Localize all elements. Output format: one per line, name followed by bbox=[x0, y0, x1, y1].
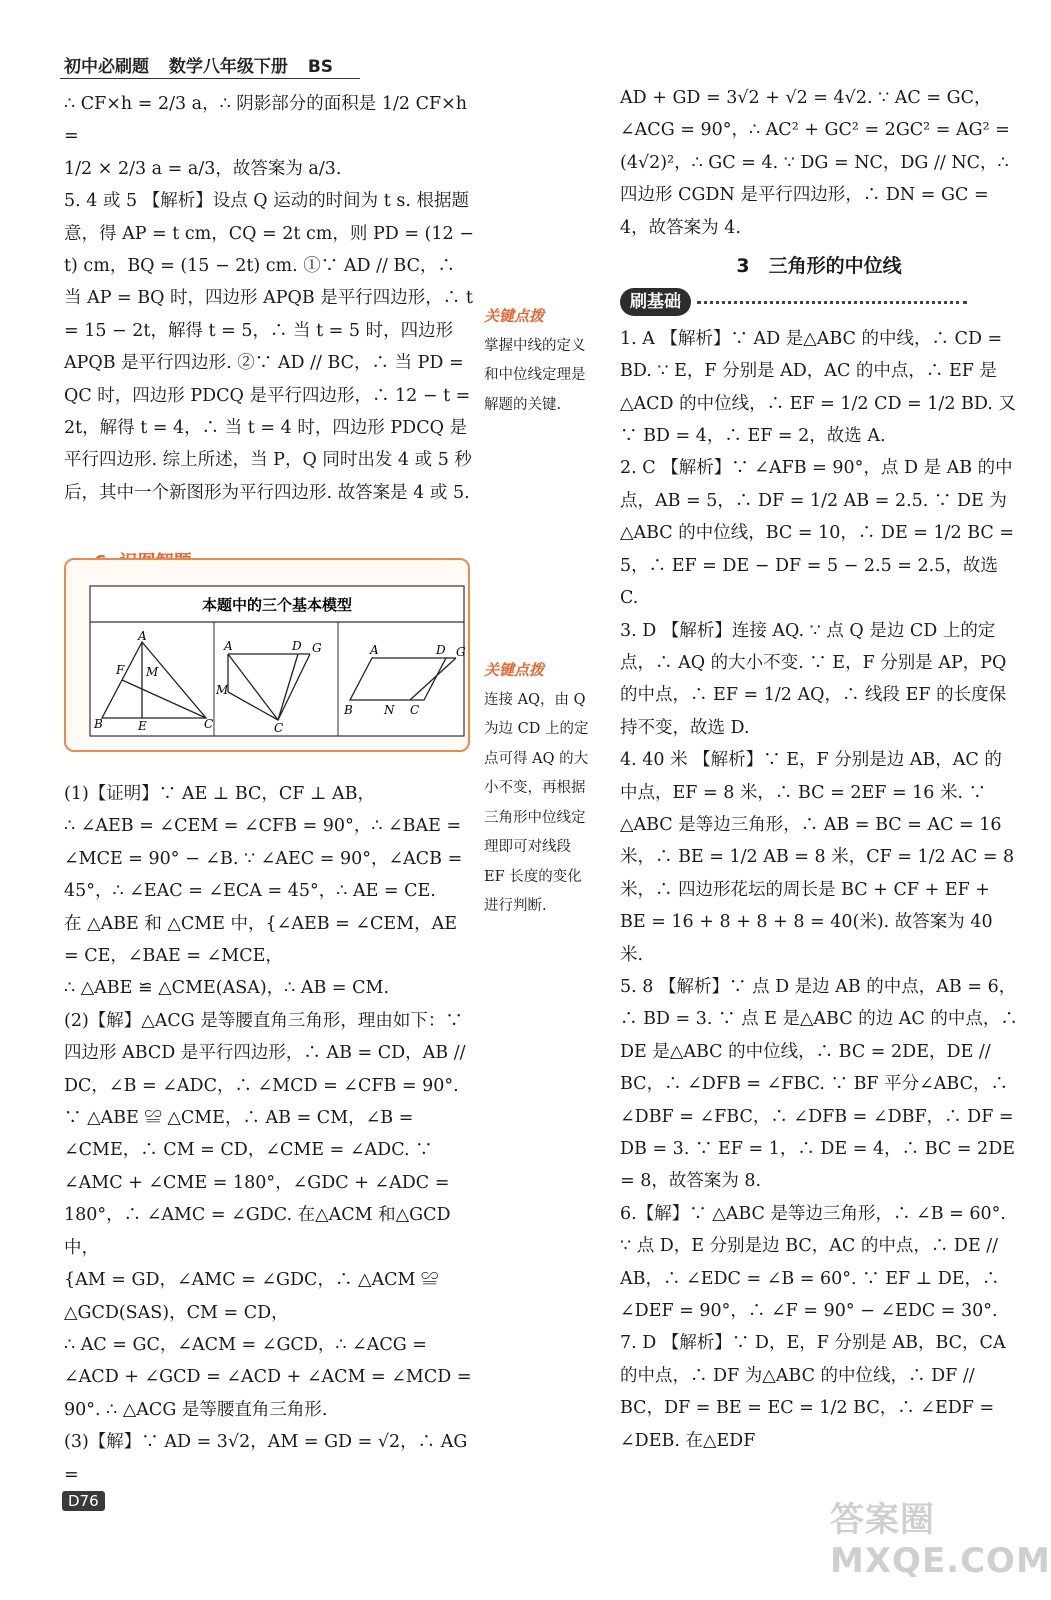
svg-text:A: A bbox=[138, 629, 147, 643]
page-header bbox=[64, 52, 347, 77]
left-column-lower bbox=[64, 778, 474, 1491]
text-line: ∴ AC = GC，∠ACM = ∠GCD，∴ ∠ACG = ∠ACD + ∠GCD = ∠ACD + ∠ACM = ∠MCD = 90°. ∴ △ACG 是等腰直角三角形. bbox=[64, 1334, 472, 1420]
svg-text:G: G bbox=[312, 641, 322, 655]
text-line: (2)【解】△ACG 是等腰直角三角形，理由如下：∵ 四边形 ABCD 是平行四边形，∴ AB = CD，AB // DC，∠B = ∠ADC，∴ ∠MCD = ∠CFB = 90°. ∵ △ABE ≌ △CME，∴ AB = CM，∠B = ∠CME，∴ CM = CD，∠CME = ∠ADC. ∵ ∠AMC + ∠CME = 180°，∠GDC + ∠ADC = 180°，∴ ∠AMC = ∠GDC. 在△ACM 和△GCD 中， bbox=[64, 1010, 466, 1258]
series-name: 初中必刷题 bbox=[64, 57, 149, 77]
key-tip-1 bbox=[484, 302, 590, 420]
answer-5: 5. 4 或 5 【解析】设点 Q 运动的时间为 t s. 根据题意，得 AP = t cm，CQ = 2t cm，则 PD = (12 − t) cm，BQ = (15 − 2t) cm. ①∵ AD // BC，∴ 当 AP = BQ 时，四边形 APQB 是平行四边形，∴ t = 15 − 2t，解得 t = 5，∴ 当 t = 5 时，四边形 APQB 是平行四边形. ②∵ AD // BC，∴ 当 PD = QC 时，四边形 PDCQ 是平行四边形，∴ 12 − t = 2t，解得 t = 4，∴ 当 t = 4 时，四边形 PDCQ 是平行四边形. 综上所述，当 P，Q 同时出发 4 或 5 秒后，其中一个新图形为平行四边形. 故答案是 4 或 5. bbox=[64, 191, 474, 503]
svg-text:E: E bbox=[138, 719, 147, 733]
subject-name: 数学八年级下册 bbox=[168, 57, 288, 77]
edition-label: BS bbox=[307, 57, 334, 77]
key-tip-text: 连接 AQ，由 Q 为边 CD 上的定点可得 AQ 的大小不变，再根据三角形中位线定理即可对线段 EF 长度的变化进行判断. bbox=[484, 691, 589, 914]
diagram-box bbox=[64, 558, 470, 752]
svg-text:D: D bbox=[292, 639, 302, 653]
answer-2: 2. C 【解析】∵ ∠AFB = 90°，点 D 是 AB 的中点，AB = 5，∴ DF = 1/2 AB = 2.5. ∵ DE 为△ABC 的中位线，BC = 10，∴ DE = 1/2 BC = 5，∴ EF = DE − DF = 5 − 2.5 = 2.5，故选 C. bbox=[620, 458, 1015, 609]
key-tip-title: 关键点拨 bbox=[484, 661, 545, 679]
dotted-rule bbox=[697, 301, 967, 304]
box-title: 本题中的三个基本模型 bbox=[201, 596, 353, 614]
svg-text:C: C bbox=[204, 717, 214, 731]
section-badge: 刷基础 bbox=[620, 288, 691, 316]
key-tip-title: 关键点拨 bbox=[484, 307, 545, 325]
text-line: AD + GD = 3√2 + √2 = 4√2. ∵ AC = GC，∠ACG = 90°，∴ AC² + GC² = 2GC² = AG² = (4√2)²，∴ GC = 4. ∵ DG = NC，DG // NC，∴ 四边形 CGDN 是平行四边形，∴ DN = GC = 4，故答案为 4. bbox=[620, 88, 1010, 238]
key-tip-2 bbox=[484, 656, 590, 922]
text-line: 1/2 × 2/3 a = a/3，故答案为 a/3. bbox=[64, 158, 342, 179]
model-diagrams bbox=[66, 560, 468, 750]
svg-text:A: A bbox=[370, 643, 379, 657]
answer-5: 5. 8 【解析】∵ 点 D 是边 AB 的中点，AB = 6，∴ BD = 3. ∵ 点 E 是△ABC 的边 AC 的中点，∴ DE 是△ABC 的中位线，∴ BC = 2DE，DE // BC，∴ ∠DFB = ∠FBC. ∵ BF 平分∠ABC，∴ ∠DBF = ∠FBC，∴ ∠DFB = ∠DBF，∴ DF = DB = 3. ∵ EF = 1，∴ DE = 4，∴ BC = 2DE = 8，故答案为 8. bbox=[620, 976, 1018, 1192]
svg-text:B: B bbox=[344, 703, 353, 717]
answer-1: 1. A 【解析】∵ AD 是△ABC 的中线，∴ CD = BD. ∵ E，F 分别是 AD，AC 的中点，∴ EF 是△ACD 的中位线，∴ EF = 1/2 CD = 1/2 BD. 又 ∵ BD = 4，∴ EF = 2，故选 A. bbox=[620, 328, 1016, 447]
svg-text:C: C bbox=[410, 703, 420, 717]
answer-7: 7. D 【解析】∵ D，E，F 分别是 AB，BC，CA 的中点，∴ DF 为△ABC 的中位线，∴ DF // BC，DF = BE = EC = 1/2 BC，∴ ∠EDF = ∠DEB. 在△EDF bbox=[620, 1333, 1006, 1451]
answer-4: 4. 40 米 【解析】∵ E，F 分别是边 AB，AC 的中点，EF = 8 米，∴ BC = 2EF = 16 米. ∵ △ABC 是等边三角形，∴ AB = BC = AC = 16 米，∴ BE = 1/2 AB = 8 米，CF = 1/2 AC = 8 米，∴ 四边形花坛的周长是 BC + CF + EF + BE = 16 + 8 + 8 + 8 = 40(米). 故答案为 40 米. bbox=[620, 750, 1015, 965]
svg-text:A: A bbox=[224, 639, 233, 653]
section-title: 3 三角形的中位线 bbox=[736, 255, 902, 278]
answer-3: 3. D 【解析】连接 AQ. ∵ 点 Q 是边 CD 上的定点，∴ AQ 的大小不变. ∵ E，F 分别是 AP，PQ 的中点，∴ EF = 1/2 AQ，∴ 线段 EF 的长度保持不变，故选 D. bbox=[620, 620, 1007, 738]
right-column bbox=[620, 82, 1018, 1457]
left-column bbox=[64, 88, 474, 509]
svg-text:B: B bbox=[94, 717, 103, 731]
svg-text:G: G bbox=[456, 645, 466, 659]
page-number: D76 bbox=[62, 1491, 105, 1511]
text-line: (1)【证明】∵ AE ⊥ BC，CF ⊥ AB， bbox=[64, 784, 376, 804]
svg-text:D: D bbox=[436, 643, 446, 657]
svg-text:F: F bbox=[116, 663, 125, 677]
header-rule bbox=[60, 78, 360, 79]
svg-text:M: M bbox=[216, 683, 229, 697]
answer-6: 6.【解】∵ △ABC 是等边三角形，∴ ∠B = 60°. ∵ 点 D，E 分别是边 BC，AC 的中点，∴ DE // AB，∴ ∠EDC = ∠B = 60°. ∵ EF ⊥ DE，∴ ∠DEF = 90°，∴ ∠F = 90° − ∠EDC = 30°. bbox=[620, 1203, 1006, 1322]
section-badge-row bbox=[620, 286, 1018, 318]
key-tip-text: 掌握中线的定义和中位线定理是解题的关键. bbox=[484, 337, 586, 413]
text-line: ∴ CF×h = 2/3 a，∴ 阴影部分的面积是 1/2 CF×h = bbox=[64, 94, 468, 147]
watermark: 答案圈 MXQE.COM bbox=[830, 1500, 1051, 1581]
text-line: ∴ ∠AEB = ∠CEM = ∠CFB = 90°，∴ ∠BAE = ∠MCE = 90° − ∠B. ∵ ∠AEC = 90°，∠ACB = 45°，∴ ∠EAC = ∠ECA = 45°，∴ AE = CE. bbox=[64, 816, 463, 902]
text-line: {AM = GD，∠AMC = ∠GDC，∴ △ACM ≌ △GCD(SAS)，CM = CD， bbox=[64, 1270, 439, 1323]
svg-text:M: M bbox=[146, 665, 159, 679]
text-line: ∴ △ABE ≌ △CME(ASA)，∴ AB = CM. bbox=[64, 978, 390, 999]
svg-text:N: N bbox=[384, 703, 395, 717]
text-line: 在 △ABE 和 △CME 中，{∠AEB = ∠CEM，AE = CE，∠BAE = ∠MCE， bbox=[64, 913, 458, 967]
svg-text:C: C bbox=[274, 721, 284, 735]
text-line: (3)【解】∵ AD = 3√2，AM = GD = √2，∴ AG = bbox=[64, 1432, 468, 1485]
